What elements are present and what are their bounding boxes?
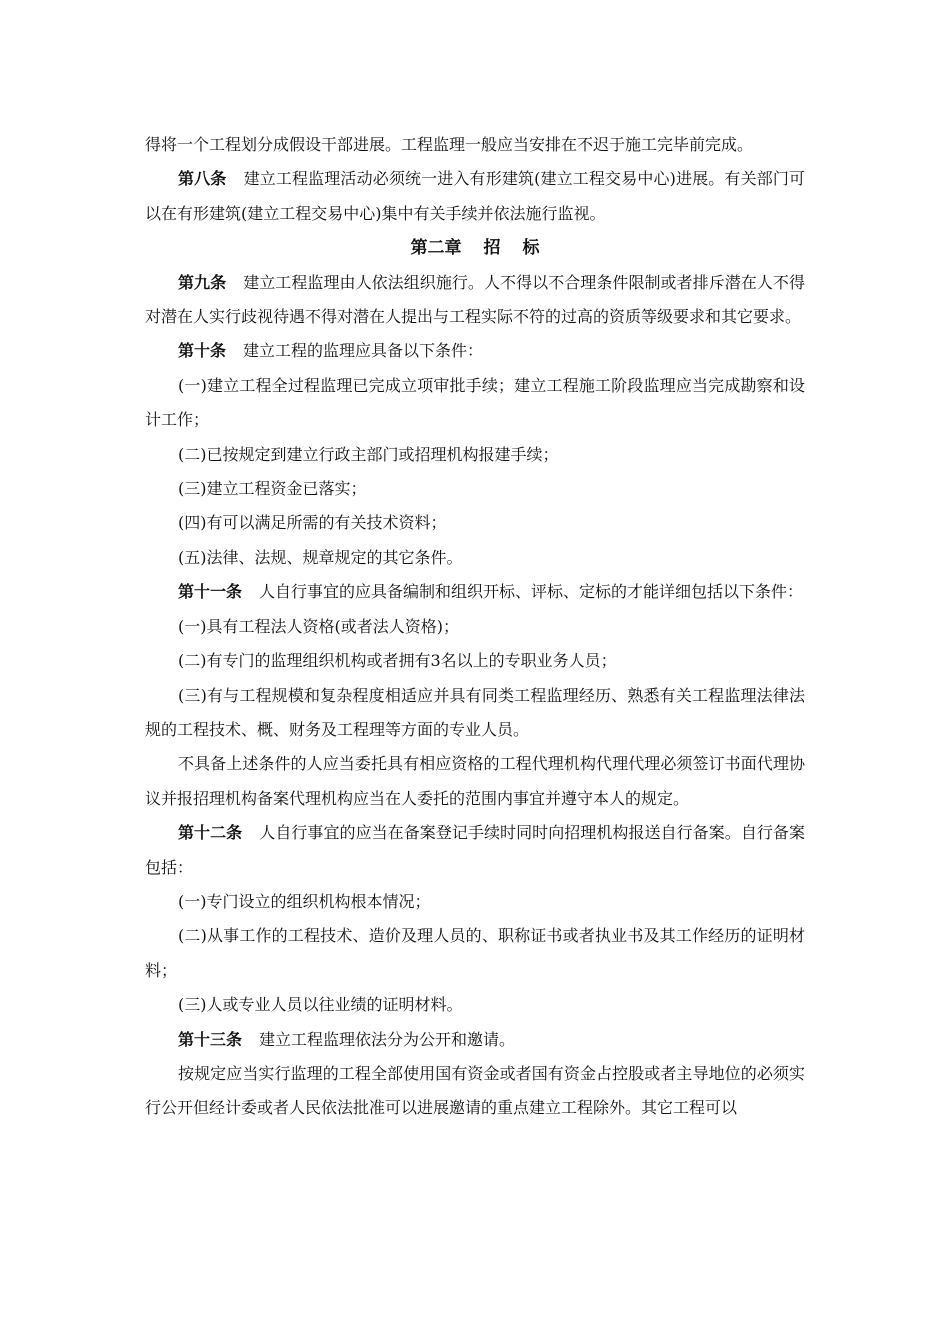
paragraph-continuation <box>145 128 805 162</box>
list-item <box>145 506 805 540</box>
article-label: 第十一条 <box>178 582 243 602</box>
list-item <box>145 644 805 678</box>
chapter-title-char-2: 标 <box>522 238 540 259</box>
article-label: 第十三条 <box>178 1029 243 1049</box>
paragraph-text: (二)已按规定到建立行政主部门或招理机构报建手续； <box>178 444 559 464</box>
list-item <box>145 369 805 438</box>
paragraph-text: (二)有专门的监理组织机构或者拥有3名以上的专职业务人员； <box>178 651 617 671</box>
paragraph-text: (一)具有工程法人资格(或者法人资格)； <box>178 616 459 636</box>
list-item <box>145 988 805 1022</box>
list-item <box>145 472 805 506</box>
paragraph-text: (五)法律、法规、规章规定的其它条件。 <box>178 547 463 567</box>
article-list <box>145 266 805 1126</box>
article-paragraph <box>145 575 805 609</box>
document-body <box>145 128 805 1126</box>
article-paragraph <box>145 816 805 885</box>
paragraph-text: (一)专门设立的组织机构根本情况； <box>178 891 431 911</box>
list-item <box>145 1057 805 1126</box>
paragraph-text: 得将一个工程划分成假设干部进展。工程监理一般应当安排在不迟于施工完毕前完成。 <box>145 135 754 154</box>
article-8 <box>145 162 805 231</box>
list-item <box>145 919 805 988</box>
list-item <box>145 610 805 644</box>
paragraph-text: (一)建立工程全过程监理已完成立项审批手续；建立工程施工阶段监理应当完成勘察和设计工作； <box>145 375 805 430</box>
chapter-title-char-1: 招 <box>483 238 501 259</box>
paragraph-text: 建立工程监理活动必须统一进入有形建筑(建立工程交易中心)进展。有关部门可以在有形建筑(建立工程交易中心)集中有关手续并依法施行监视。 <box>145 169 805 223</box>
paragraph-text: 人自行事宜的应具备编制和组织开标、评标、定标的才能详细包括以下条件： <box>259 582 804 602</box>
paragraph-text: 按规定应当实行监理的工程全部使用国有资金或者国有资金占控股或者主导地位的必须实行公开但经计委或者人民依法批准可以进展邀请的重点建立工程除外。其它工程可以 <box>145 1063 805 1118</box>
article-label: 第九条 <box>178 272 227 292</box>
list-item <box>145 747 805 816</box>
paragraph-text: 建立工程监理依法分为公开和邀请。 <box>259 1029 516 1049</box>
paragraph-text: 不具备上述条件的人应当委托具有相应资格的工程代理机构代理代理必须签订书面代理协议并报招理机构备案代理机构应当在人委托的范围内事宜并遵守本人的规定。 <box>145 754 805 808</box>
chapter-heading <box>145 231 805 265</box>
paragraph-text: (三)人或专业人员以往业绩的证明材料。 <box>178 995 463 1015</box>
article-label: 第十条 <box>178 341 227 361</box>
article-paragraph <box>145 1023 805 1057</box>
paragraph-text: (四)有可以满足所需的有关技术资料； <box>178 513 447 533</box>
list-item <box>145 438 805 472</box>
article-paragraph <box>145 266 805 335</box>
paragraph-text: 建立工程监理由人依法组织施行。人不得以不合理条件限制或者排斥潜在人不得对潜在人实行歧视待遇不得对潜在人提出与工程实际不符的过高的资质等级要求和其它要求。 <box>145 272 805 327</box>
article-label: 第十二条 <box>178 823 243 843</box>
paragraph-text: 建立工程的监理应具备以下条件： <box>243 341 484 361</box>
list-item <box>145 541 805 575</box>
chapter-number: 第二章 <box>410 238 462 259</box>
article-paragraph <box>145 334 805 368</box>
list-item <box>145 679 805 748</box>
paragraph-text: 人自行事宜的应当在备案登记手续时同时向招理机构报送自行备案。自行备案包括： <box>145 823 805 877</box>
article-label: 第八条 <box>178 169 227 189</box>
paragraph-text: (二)从事工作的工程技术、造价及理人员的、职称证书或者执业书及其工作经历的证明材料； <box>145 926 805 980</box>
paragraph-text: (三)建立工程资金已落实； <box>178 479 367 499</box>
list-item <box>145 885 805 919</box>
paragraph-text: (三)有与工程规模和复杂程度相适应并具有同类工程监理经历、熟悉有关工程监理法律法规的工程技术、概、财务及工程理等方面的专业人员。 <box>145 685 805 739</box>
